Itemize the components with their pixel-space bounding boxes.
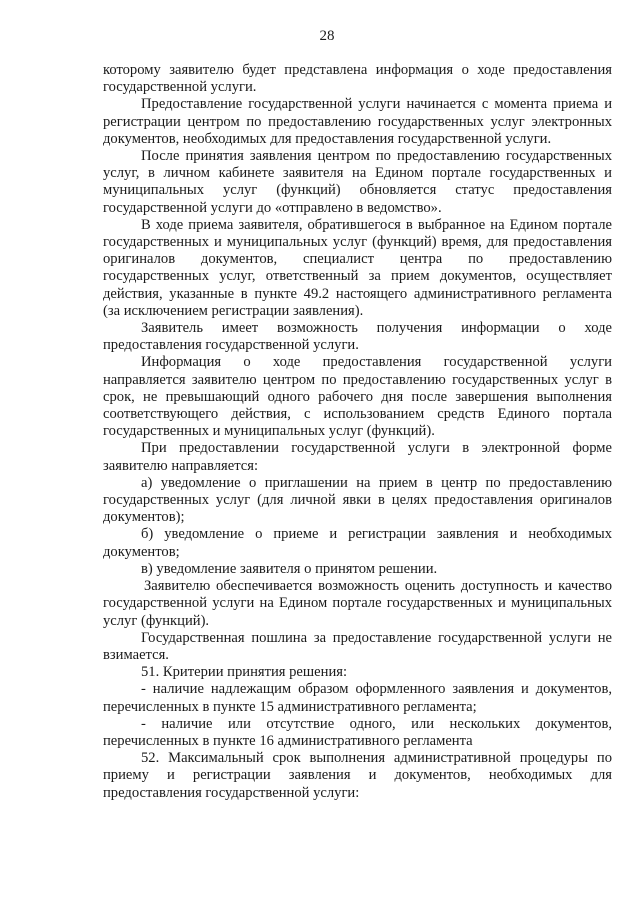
paragraph: [103, 561, 612, 578]
text-line: заявителю направляется:: [103, 457, 258, 474]
text-line: а) уведомление о приглашении на прием в центр по предоставлению: [141, 474, 612, 491]
text-line: - наличие надлежащим образом оформленного заявления и документов,: [141, 681, 612, 698]
text-line: действия, указанные в пункте 49.2 настоящего административного регламента: [103, 285, 612, 302]
text-line: в) уведомление заявителя о принятом решении.: [141, 560, 438, 577]
text-line: В ходе приема заявителя, обратившегося в выбранное на Едином портале: [141, 216, 612, 233]
text-line: государственных и муниципальных услуг (функций).: [103, 423, 435, 440]
text-line: соответствующего действия, с использованием средств Единого портала: [103, 406, 612, 423]
text-line: 52. Максимальный срок выполнения административной процедуры по: [141, 750, 612, 767]
document-body: [103, 62, 612, 802]
text-line: - наличие или отсутствие одного, или нескольких документов,: [141, 715, 612, 732]
text-line: Государственная пошлина за предоставление государственной услуги не: [141, 629, 612, 646]
text-line: муниципальных услуг (функций) обновляется статус предоставления: [103, 182, 612, 199]
paragraph: [103, 96, 612, 148]
text-line: документов);: [103, 509, 185, 526]
paragraph: [103, 320, 612, 354]
paragraph: [103, 630, 612, 664]
paragraph: [103, 578, 612, 630]
text-line: срок, не превышающий одного рабочего дня после завершения выполнения: [103, 388, 612, 405]
paragraph: [103, 681, 612, 715]
text-line: услуг, в личном кабинете заявителя на Едином портале государственных и: [103, 165, 612, 182]
text-line: которому заявителю будет представлена информация о ходе предоставления: [103, 62, 612, 78]
text-line: взимается.: [103, 646, 169, 663]
paragraph: [103, 716, 612, 750]
text-line: перечисленных в пункте 15 административного регламента;: [103, 698, 477, 715]
text-line: регистрации центром по предоставлению государственных услуг электронных: [103, 113, 612, 130]
text-line: б) уведомление о приеме и регистрации заявления и необходимых: [141, 526, 612, 543]
paragraph: [103, 148, 612, 217]
paragraph: [103, 354, 612, 440]
text-line: государственных услуг, ответственный за прием документов, осуществляет: [103, 268, 612, 285]
text-line: документов;: [103, 543, 180, 560]
text-line: государственной услуги до «отправлено в ведомство».: [103, 199, 442, 216]
text-line: перечисленных в пункте 16 административного регламента: [103, 732, 473, 749]
text-line: государственной услуги на Едином портале государственных и муниципальных: [103, 595, 612, 612]
text-line: приему и регистрации заявления и документов, необходимых для: [103, 767, 612, 784]
text-line: документов, необходимых для предоставления государственной услуги.: [103, 130, 552, 147]
text-line: государственной услуги.: [103, 79, 257, 96]
text-line: предоставления государственной услуги:: [103, 784, 360, 801]
text-line: При предоставлении государственной услуги в электронной форме: [141, 440, 612, 457]
paragraph: [103, 526, 612, 560]
paragraph: [103, 217, 612, 320]
text-line: Заявитель имеет возможность получения информации о ходе: [141, 320, 612, 337]
text-line: (за исключением регистрации заявления).: [103, 302, 364, 319]
paragraph: [103, 475, 612, 527]
text-line: После принятия заявления центром по предоставлению государственных: [141, 148, 612, 165]
page-number: 28: [319, 28, 335, 44]
text-line: Заявителю обеспечивается возможность оценить доступность и качество: [144, 578, 612, 595]
text-line: оригиналов документов, специалист центра по предоставлению: [103, 251, 612, 268]
paragraph: [103, 62, 612, 96]
paragraph: [103, 440, 612, 474]
text-line: государственных и муниципальных услуг (функций) время, для предоставления: [103, 234, 612, 251]
text-line: Предоставление государственной услуги начинается с момента приема и: [141, 96, 612, 113]
text-line: предоставления государственной услуги.: [103, 337, 359, 354]
paragraph: [103, 664, 612, 681]
text-line: Информация о ходе предоставления государственной услуги: [141, 354, 612, 371]
text-line: услуг (функций).: [103, 612, 210, 629]
text-line: 51. Критерии принятия решения:: [141, 664, 348, 681]
paragraph: [103, 750, 612, 802]
text-line: государственных услуг (для личной явки в целях предоставления оригиналов: [103, 492, 612, 509]
text-line: направляется заявителю центром по предоставлению государственных услуг в: [103, 371, 612, 388]
